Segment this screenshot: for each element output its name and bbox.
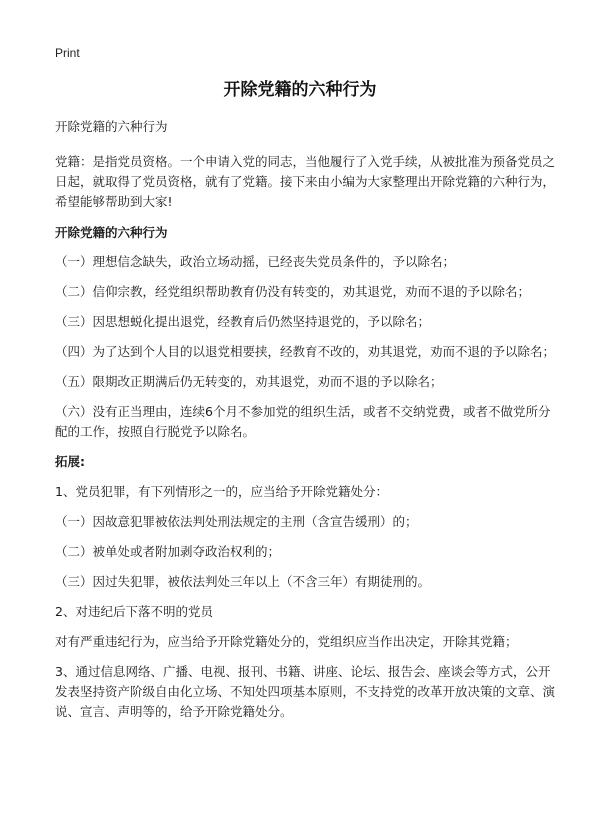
behavior-item-3: （三）因思想蜕化提出退党，经教育后仍然坚持退党的，予以除名； xyxy=(55,314,431,329)
extension-paragraph-4: （三）因过失犯罪，被依法判处三年以上（不含三年）有期徒刑的。 xyxy=(55,574,431,589)
behavior-item-5: （五）限期改正期满后仍无转变的，劝其退党，劝而不退的予以除名； xyxy=(55,374,443,389)
print-link[interactable]: Print xyxy=(55,46,80,60)
intro-paragraph: 党籍：是指党员资格。一个申请入党的同志，当他履行了入党手续，从被批准为预备党员之日起，就取得了党员资格，就有了党籍。接下来由小编为大家整理出开除党籍的六种行为，希望能够帮助到大家! xyxy=(55,154,556,209)
document-body xyxy=(55,117,555,732)
extension-paragraph-6: 对有严重违纪行为，应当给予开除党籍处分的，党组织应当作出决定，开除其党籍； xyxy=(55,634,518,649)
extension-paragraph-3: （二）被单处或者附加剥夺政治权利的； xyxy=(55,544,281,559)
extension-paragraph-1: 1、党员犯罪，有下列情形之一的，应当给予开除党籍处分： xyxy=(55,484,388,499)
extension-paragraph-5: 2、对违纪后下落不明的党员 xyxy=(55,604,213,619)
extension-heading: 拓展: xyxy=(55,454,85,469)
behavior-item-6: （六）没有正当理由，连续6个月不参加党的组织生活，或者不交纳党费，或者不做党所分配的工作，按照自行脱党予以除名。 xyxy=(55,404,551,439)
behavior-item-2: （二）信仰宗教，经党组织帮助教育仍没有转变的，劝其退党，劝而不退的予以除名； xyxy=(55,284,531,299)
document-subtitle: 开除党籍的六种行为 xyxy=(55,119,168,134)
page-title: 开除党籍的六种行为 xyxy=(223,80,377,100)
section-heading: 开除党籍的六种行为 xyxy=(55,225,168,240)
extension-paragraph-7: 3、通过信息网络、广播、电视、报刊、书籍、讲座、论坛、报告会、座谈会等方式，公开发表坚持资产阶级自由化立场、不知处四项基本原则，不支持党的改革开放决策的文章、演说、宣言、声明等的，给予开除党籍处分。 xyxy=(55,664,556,719)
behavior-item-1: （一）理想信念缺失，政治立场动摇，已经丧失党员条件的，予以除名； xyxy=(55,254,456,269)
behavior-item-4: （四）为了达到个人目的以退党相要挟，经教育不改的，劝其退党，劝而不退的予以除名； xyxy=(55,344,556,359)
extension-paragraph-2: （一）因故意犯罪被依法判处刑法规定的主刑（含宣告缓刑）的； xyxy=(55,514,418,529)
